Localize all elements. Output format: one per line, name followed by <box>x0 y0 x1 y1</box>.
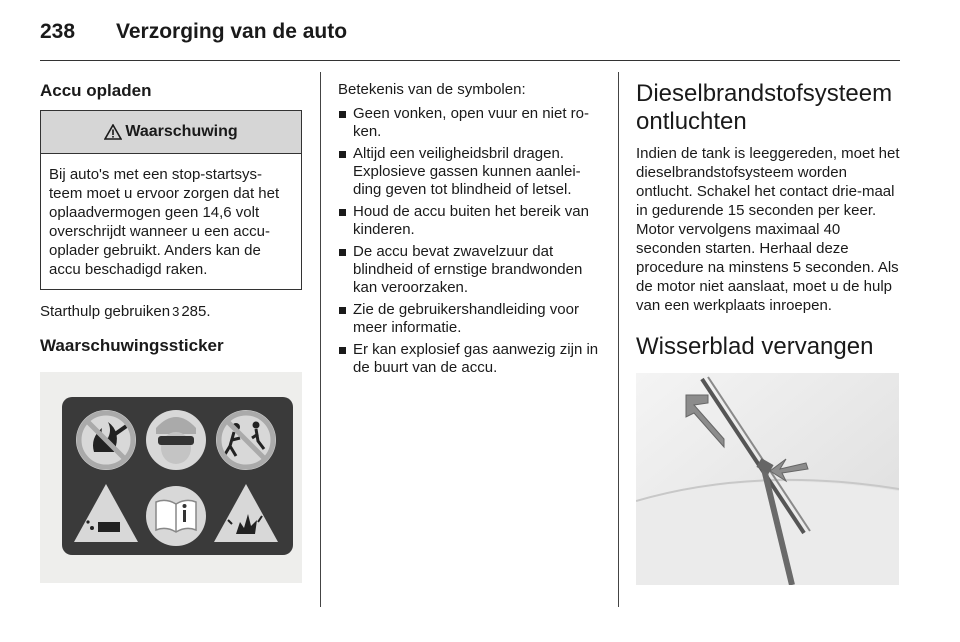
page-reference-arrow-icon: 3 <box>172 304 180 319</box>
column-right <box>636 80 904 585</box>
column-left <box>40 80 302 583</box>
page-number: 238 <box>40 20 76 43</box>
diesel-text: Indien de tank is leeggereden, moet het dieselbrandstofsysteem worden ontlucht. Schakel het contact drie-maal in gedurende 15 seconden per keer. Motor vervolgens maximaal 40 seconden starten. Herhaal deze procedure na minstens 5 seconden. Als de motor niet aanslaat, moet u de hulp van een werkplaats inroepen. <box>636 145 900 314</box>
column-middle <box>338 80 603 381</box>
list-item: Geen vonken, open vuur en niet ro-ken. <box>338 105 603 141</box>
keep-away-children-icon <box>216 410 276 470</box>
section-title-wiper: Wisserblad vervangen <box>636 333 874 360</box>
eye-protection-icon <box>146 410 206 470</box>
section-title-sticker: Waarschuwingssticker <box>40 336 224 355</box>
column-divider <box>320 72 321 607</box>
chapter-title: Verzorging van de auto <box>116 20 348 43</box>
symbols-list <box>338 105 603 377</box>
page-header <box>40 14 900 61</box>
list-item: Houd de accu buiten het bereik van kinderen. <box>338 203 603 239</box>
section-title-diesel: Dieselbrandstofsysteem ontluchten <box>636 80 893 135</box>
jumpstart-reference <box>40 302 302 321</box>
symbols-intro: Betekenis van de symbolen: <box>338 81 526 98</box>
read-manual-icon <box>146 486 206 546</box>
warning-title: Waarschuwing <box>125 123 238 140</box>
list-item: De accu bevat zwavelzuur dat blindheid of ernstige brandwonden kan veroorzaken. <box>338 243 603 297</box>
no-fire-icon <box>76 410 136 470</box>
list-item: Zie de gebruikershandleiding voor meer informatie. <box>338 301 603 337</box>
warning-sticker-image <box>40 372 302 583</box>
list-item: Er kan explosief gas aanwezig zijn in de buurt van de accu. <box>338 341 603 377</box>
column-divider <box>618 72 619 607</box>
wiper-blade-image <box>636 373 899 585</box>
jumpstart-page[interactable]: 285. <box>181 303 211 320</box>
section-title-accu-opladen: Accu opladen <box>40 81 152 100</box>
jumpstart-text: Starthulp gebruiken <box>40 303 171 320</box>
warning-header <box>41 111 301 154</box>
warning-box <box>40 110 302 290</box>
list-item: Altijd een veiligheidsbril dragen. Explosieve gassen kunnen aanlei-ding geven tot blindheid of letsel. <box>338 145 603 199</box>
warning-text: Bij auto's met een stop-startsys-teem moet u ervoor zorgen dat het oplaadvermogen geen 14,6 volt overschrijdt wanneer u een accu-oplader gebruikt. Anders kan de accu beschadigd raken. <box>49 166 280 278</box>
warning-triangle-icon <box>104 124 122 140</box>
